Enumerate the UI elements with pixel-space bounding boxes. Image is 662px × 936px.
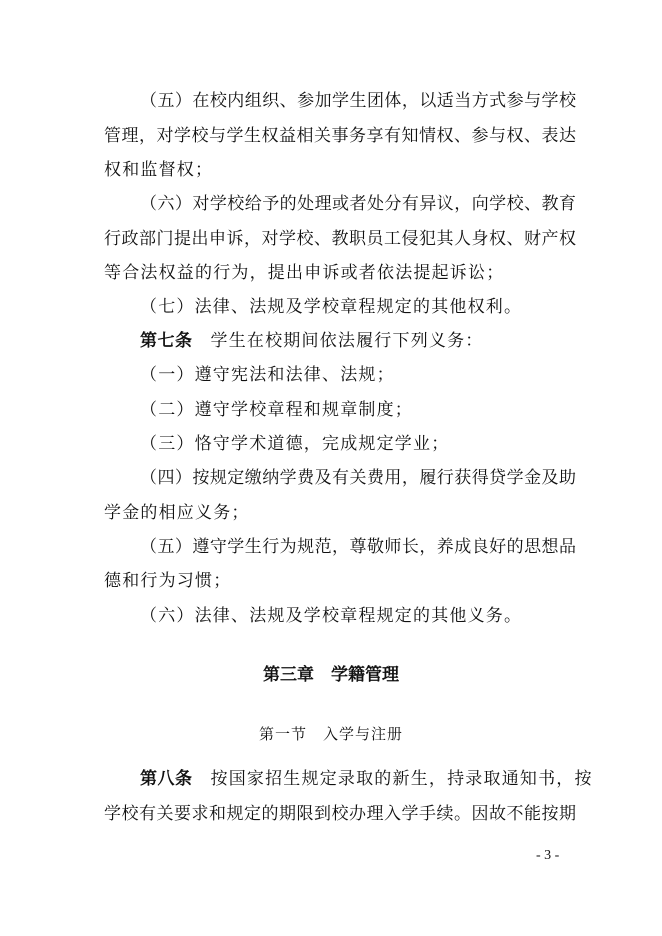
duty-item-6: （六）法律、法规及学校章程规定的其他义务。 — [140, 606, 523, 626]
duty-item-4-line-2: 学金的相应义务； — [104, 503, 250, 523]
article-8-text: 按国家招生规定录取的新生，持录取通知书，按 — [210, 769, 593, 789]
article-8-title: 第八条 — [140, 769, 193, 789]
article-7 — [140, 330, 576, 352]
chapter-heading: 第三章 学籍管理 — [263, 665, 399, 685]
section-heading: 第一节 入学与注册 — [258, 725, 403, 743]
duty-item-1: （一）遵守宪法和法律、法规； — [140, 365, 395, 385]
duty-item-3: （三）恪守学术道德，完成规定学业； — [140, 434, 450, 454]
duty-item-5-line-2: 德和行为习惯； — [104, 571, 232, 591]
duty-item-2: （二）遵守学校章程和规章制度； — [140, 400, 413, 420]
rights-item-6-line-3: 等合法权益的行为，提出申诉或者依法提起诉讼； — [104, 263, 505, 283]
article-7-text: 学生在校期间依法履行下列义务： — [210, 331, 484, 351]
duty-item-4-line-1: （四）按规定缴纳学费及有关费用，履行获得贷学金及助 — [140, 468, 576, 488]
rights-item-5-line-1: （五）在校内组织、参加学生团体，以适当方式参与学校 — [140, 91, 576, 111]
rights-item-5-line-3: 权和监督权； — [104, 160, 214, 180]
duty-item-5-line-1: （五）遵守学生行为规范，尊敬师长，养成良好的思想品 — [140, 537, 576, 557]
rights-item-6-line-1: （六）对学校给予的处理或者处分有异议，向学校、教育 — [140, 194, 576, 214]
article-8-line-2: 学校有关要求和规定的期限到校办理入学手续。因故不能按期 — [104, 804, 576, 824]
article-7-title: 第七条 — [140, 331, 193, 351]
article-8-line-1 — [140, 768, 593, 790]
rights-item-7: （七）法律、法规及学校章程规定的其他权利。 — [140, 297, 523, 317]
rights-item-6-line-2: 行政部门提出申诉，对学校、教职员工侵犯其人身权、财产权 — [104, 229, 576, 249]
rights-item-5-line-2: 管理，对学校与学生权益相关事务享有知情权、参与权、表达 — [104, 126, 576, 146]
page-number: - 3 - — [536, 848, 560, 863]
